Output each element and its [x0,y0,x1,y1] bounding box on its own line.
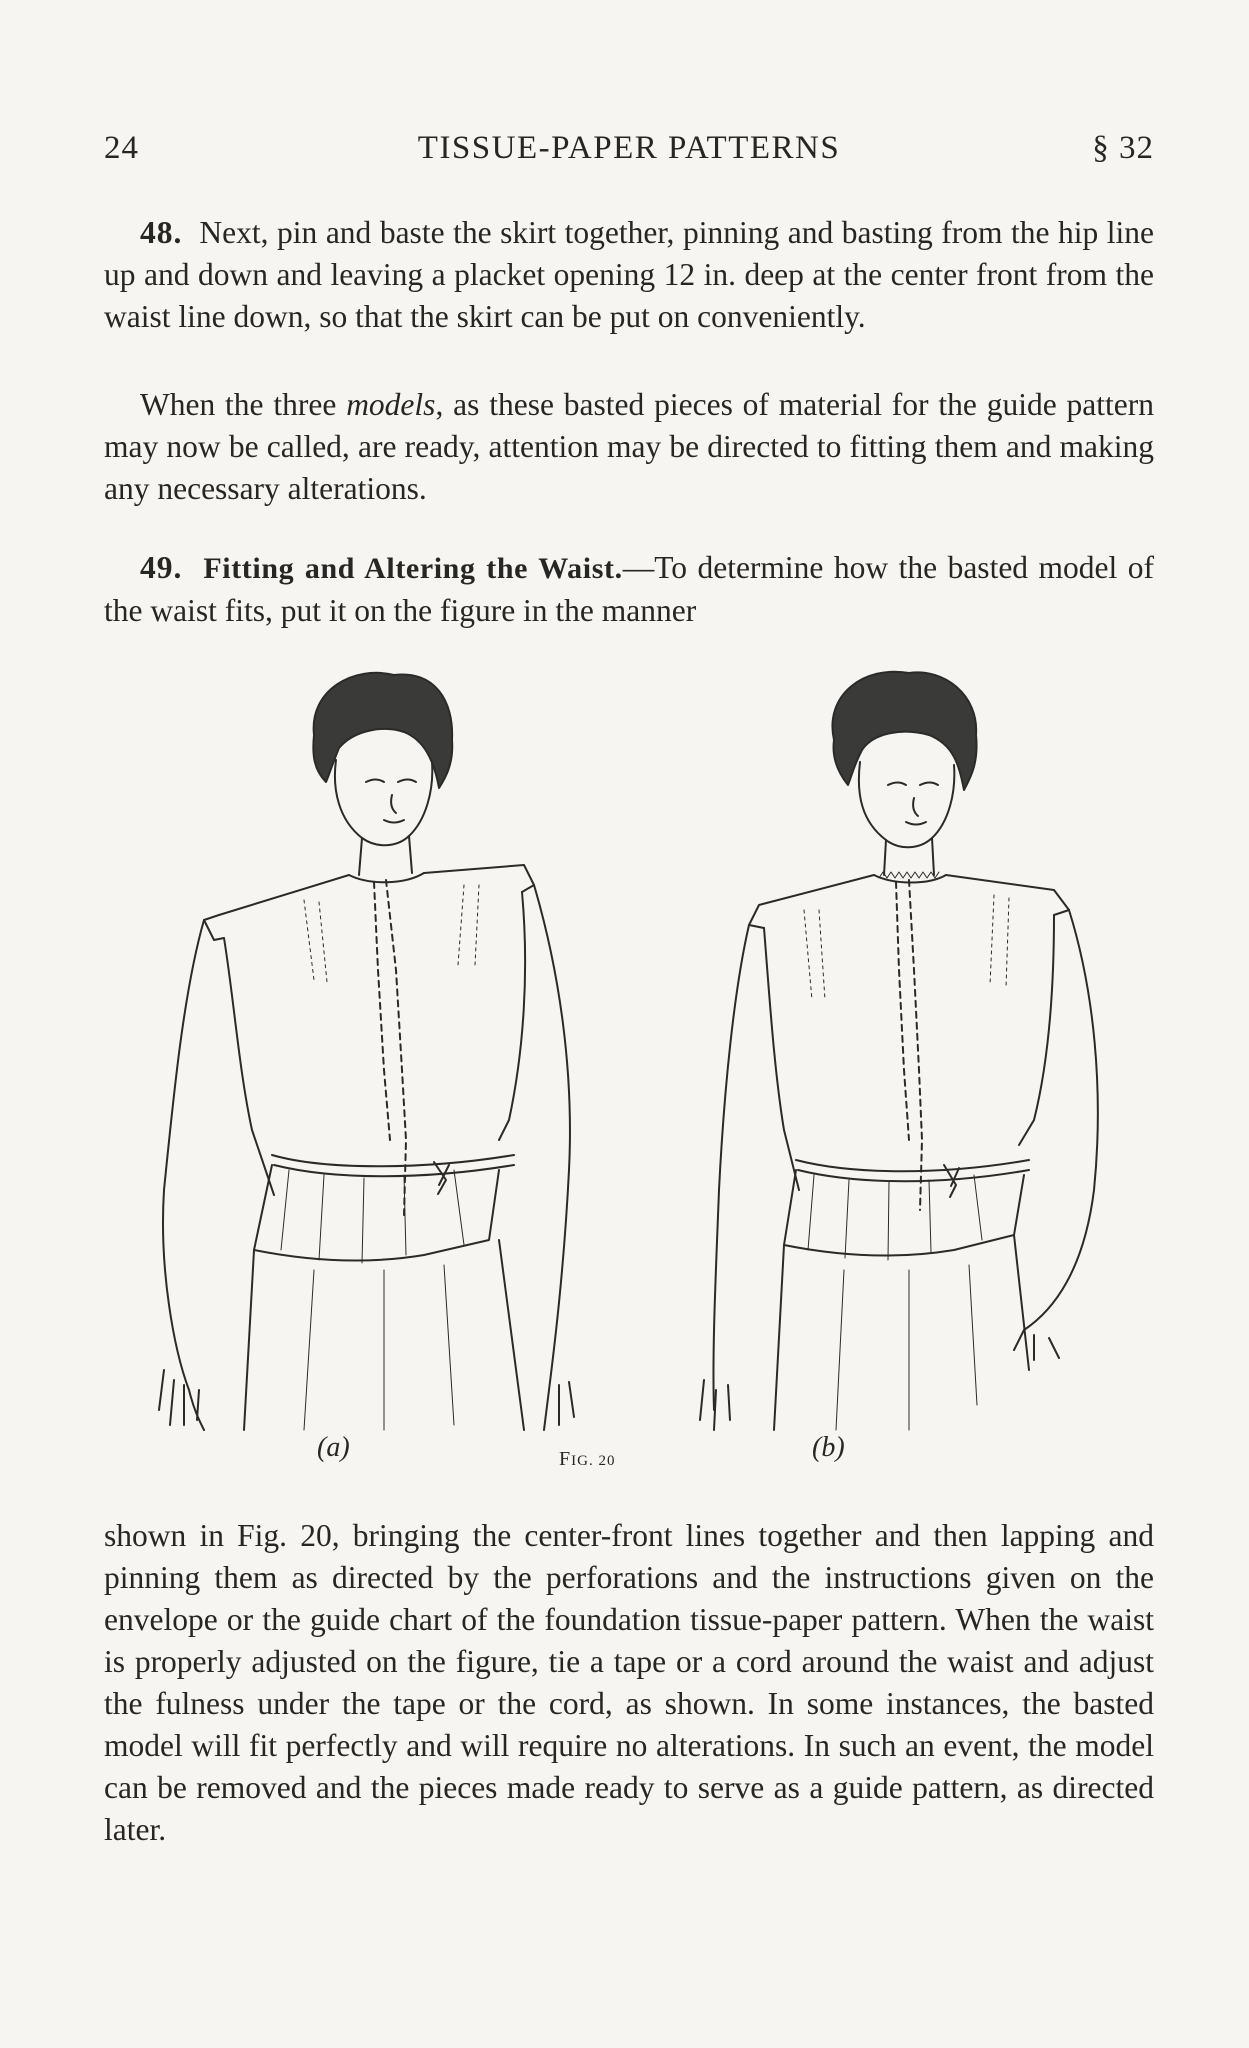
paragraph-48 [104,212,1154,338]
figure-label-a: (a) [317,1432,350,1463]
paragraph-49 [104,547,1154,632]
paragraph-number: 49. [140,550,183,585]
paragraph-text-start: When the three [140,387,347,422]
paragraph-text: Next, pin and baste the skirt together, pinning and basting from the hip line up and down and leaving a placket opening 12 in. deep at the center front from the waist line down, so that the skirt can be put on conveniently. [104,215,1155,334]
italic-term: models [346,387,436,422]
section-heading: Fitting and Altering the Waist. [203,552,623,585]
figure-b-drawing [700,672,1098,1430]
page-number: 24 [104,130,139,166]
figure-caption-initial: F [559,1448,572,1470]
paragraph-number: 48. [140,215,183,250]
paragraph-continuation [104,1515,1154,1851]
figure-20 [104,670,1154,1490]
figure-label-b: (b) [812,1432,845,1463]
figure-illustration [104,670,1154,1490]
running-title: TISSUE-PAPER PATTERNS [417,130,841,166]
paragraph-models [104,384,1154,510]
paragraph-text: shown in Fig. 20, bringing the center-front lines together and then lapping and pinning them as directed by the perforations and the instructions given on the envelope or the guide chart of the foundation tissue-paper pattern. When the waist is properly adjusted on the figure, tie a tape or a cord around the waist and adjust the fulness under the tape or the cord, as shown. In some instances, the basted model will fit perfectly and will require no alterations. In such an event, the model can be removed and the pieces made ready to serve as a guide pattern, as directed later. [104,1518,1154,1847]
paragraph-text-end: , as these basted pieces of material for the guide pattern may now be called, are ready, attention may be directed to fitting them and making any necessary alterations. [104,387,1154,506]
section-number: § 32 [1092,130,1154,166]
figure-caption-rest: IG. 20 [571,1453,616,1469]
figure-caption [559,1448,615,1471]
paragraph-text: —To determine how the basted model of the waist fits, put it on the figure in the manner [104,550,1154,628]
figure-a-drawing [159,673,574,1430]
running-header [104,130,1154,180]
